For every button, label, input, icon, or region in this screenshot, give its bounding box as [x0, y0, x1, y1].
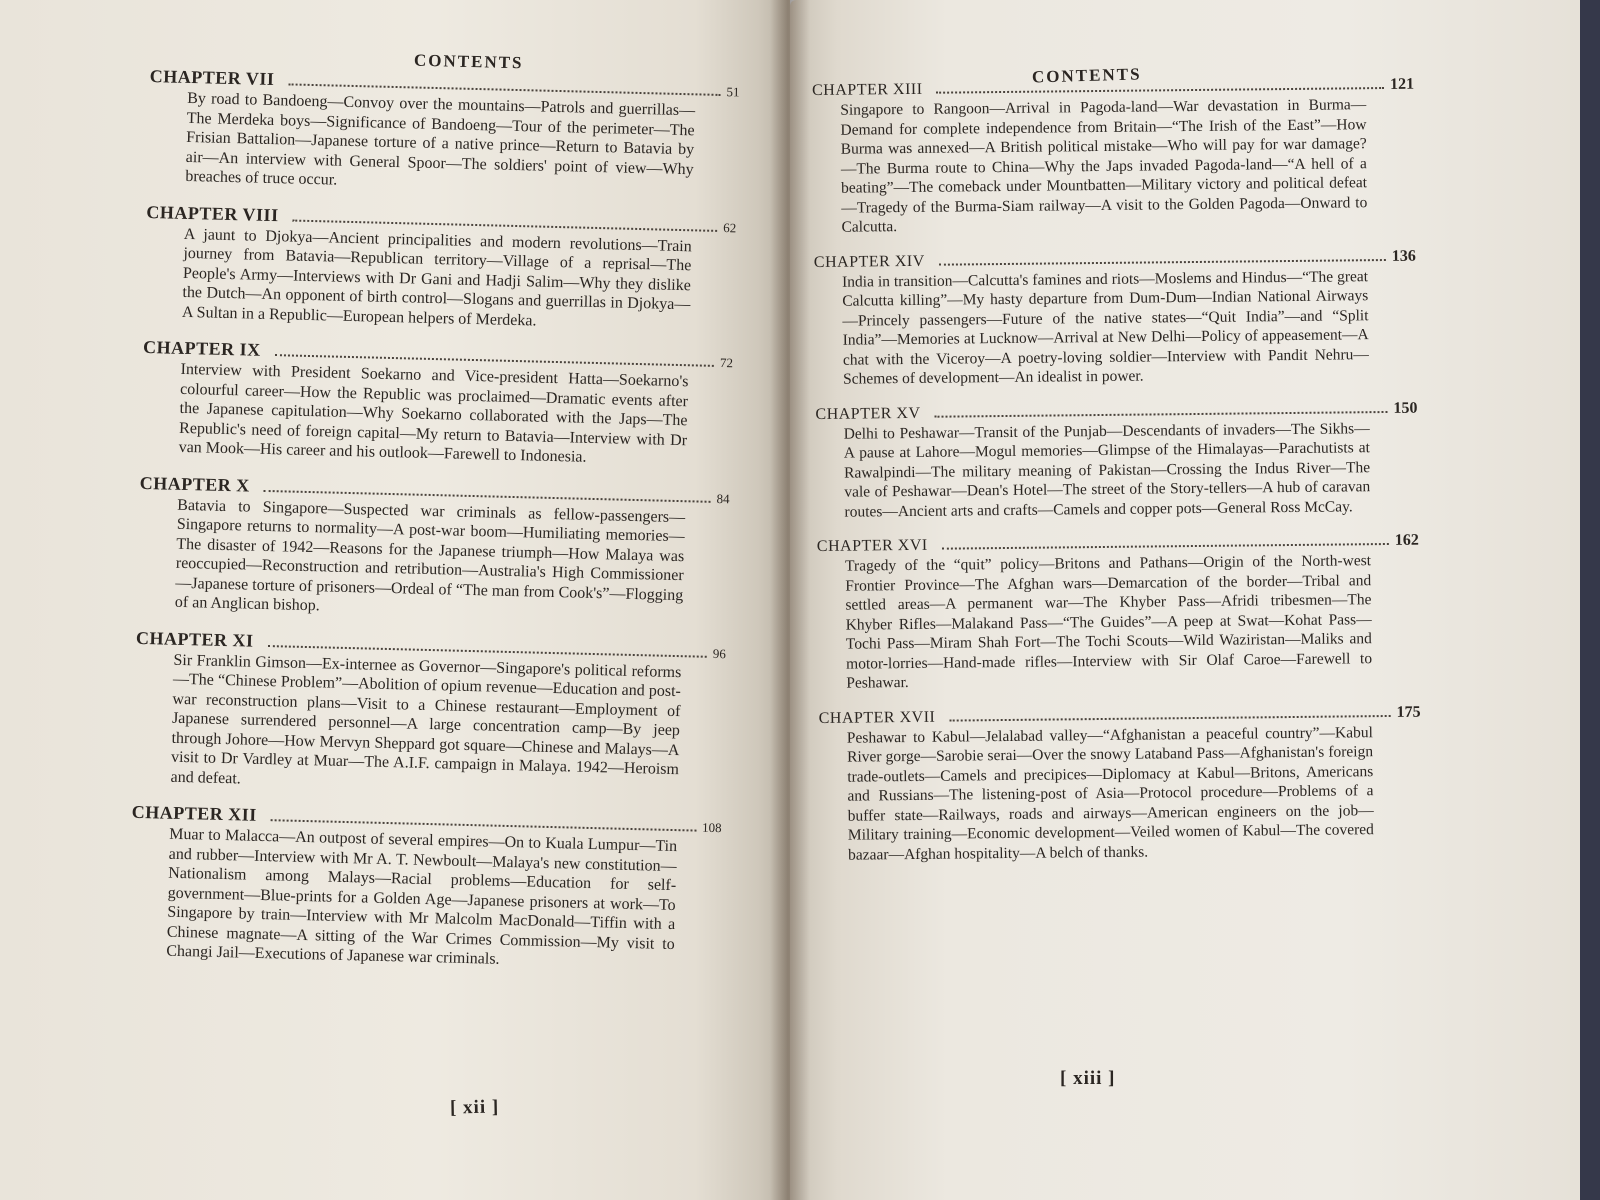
toc-entry: [818, 703, 1421, 865]
dot-leader: [949, 714, 1390, 721]
toc-entry: [147, 66, 740, 200]
left-page: [0, 0, 790, 1200]
chapter-page-number: 51: [726, 84, 740, 100]
toc-entry: [816, 531, 1419, 693]
toc-entry: [140, 337, 733, 471]
chapter-title: CHAPTER XIII: [812, 80, 923, 99]
chapter-summary: Delhi to Peshawar—Transit of the Punjab—Descendants of invaders—The Sikhs—A pause at Lahore—Mogul memories—Glimpse of the Himalayas—Parachutists at Rawalpindi—The military meaning of Pakistan—Crossing the Indus River—The vale of Peshawar—Dean's Hotel—The street of the Story-tellers—A hub of caravan routes—Ancient arts and crafts—Camels and copper pots—General Ross McCay.: [843, 419, 1371, 521]
chapter-title: CHAPTER VIII: [146, 201, 279, 225]
toc-entry: [128, 802, 722, 975]
chapter-summary: Muar to Malacca—An outpost of several empires—On to Kuala Lumpur—Tin and rubber—Interview with Mr A. T. Newboult—Malaya's new constitution—Nationalism among Malays—Racial problems—Education for self-government—Blue-prints for a Golden Age—Japanese prisoners at work—To Singapore by train—Interview with Mr Malcolm MacDonald—Tiffin with a Chinese magnate—A sitting of the War Crimes Commission—My visit to Changi Jail—Executions of Japanese war criminals.: [166, 825, 678, 968]
dot-leader: [942, 543, 1389, 550]
right-page: [790, 0, 1580, 1200]
toc-entry: [815, 399, 1418, 522]
chapter-summary: A jaunt to Djokya—Ancient principalities and modern revolutions—Train journey from Batavia—Republican territory—Village of a reprisal—The People's Army—Interviews with Dr Gani and Hadji Salim—Why they dislike the Dutch—An opponent of birth control—Slogans and guerrillas in Djokya—A Sultan in a Republic—European helpers of Merdeka.: [181, 225, 692, 330]
chapter-page-number: 121: [1389, 75, 1415, 93]
chapter-page-number: 162: [1394, 531, 1419, 549]
chapter-title: CHAPTER XVII: [818, 708, 936, 727]
chapter-summary: Tragedy of the “quit” policy—Britons and Pathans—Origin of the North-west Frontier Province—The Afghan wars—Demarcation of the border—Tribal and settled areas—A permanent war—The Khyber Pass—Afridi tribesmen—The Khyber Rifles—Malakand Pass—“The Guides”—A peep at Swat—Kohat Pass—Tochi Pass—Miram Shah Fort—The Tochi Scouts—Wild Waziristan—Maliks and motor-lorries—Hand-made rifles—Interview with Sir Olaf Caroe—Farewell to Peshawar.: [844, 552, 1373, 692]
running-head: CONTENTS: [413, 50, 524, 73]
toc-entry: [137, 472, 730, 625]
chapter-page-number: 84: [716, 490, 730, 506]
chapter-page-number: 72: [719, 355, 734, 371]
dot-leader: [939, 259, 1386, 266]
dot-leader: [937, 87, 1385, 94]
chapter-title: CHAPTER VII: [149, 66, 275, 90]
table-of-contents: [128, 66, 740, 991]
page-folio: [ xiii ]: [1060, 1068, 1116, 1089]
chapter-title: CHAPTER IX: [142, 336, 261, 360]
chapter-summary: Batavia to Singapore—Suspected war criminals as fellow-passengers—Singapore returns to normality—A post-war boom—Humiliating memories—The disaster of 1942—Reasons for the Japanese triumph—How Malaya was reoccupied—Reconstruction and retribution—Australia's High Commissioner—Japanese torture of prisoners—Ordeal of “The man from Cook's”—Flogging of an Anglican bishop.: [174, 496, 686, 615]
chapter-summary: India in transition—Calcutta's famines and riots—Moslems and Hindus—“The great Calcutta killing”—My hasty departure from Dum-Dum—Indian National Airways—Princely passengers—Future of the native states—“Quit India”—and “Split India”—Memories at Lucknow—Arrival at New Delhi—Policy of appeasement—A chat with the Viceroy—A poetry-loving soldier—Interview with Pandit Nehru—Schemes of development—An idealist in power.: [842, 267, 1369, 388]
toc-entry: [813, 247, 1416, 390]
chapter-title: CHAPTER XI: [135, 627, 254, 651]
chapter-summary: By road to Bandoeng—Convoy over the mountains—Patrols and guerrillas—The Merdeka boys—Significance of Bandoeng—Tour of the perimeter—The Frisian Battalion—Japanese torture of a native prince—Return to Batavia by air—An interview with General Spoor—The soldiers' point of view—Why breaches of truce occur.: [185, 89, 696, 189]
chapter-title: CHAPTER XIV: [813, 252, 925, 271]
page-folio: [ xii ]: [449, 1096, 500, 1119]
dot-leader: [935, 410, 1388, 417]
chapter-page-number: 150: [1393, 399, 1418, 417]
chapter-title: CHAPTER XV: [815, 404, 921, 423]
chapter-page-number: 62: [723, 219, 737, 235]
chapter-page-number: 96: [712, 645, 727, 661]
chapter-summary: Peshawar to Kabul—Jelalabad valley—“Afghanistan a peaceful country”—Kabul River gorge—Sarobie serai—Over the snowy Lataband Pass—Afghanistan's foreign trade-outlets—Camels and precipices—Diplomacy at Kabul—Britons, Americans and Russians—The listening-post of Asia—Protocol procedure—Problems of a buffer state—Railways, roads and airways—American engineers on the job—Military training—Economic development—Veiled women of Kabul—The covered bazaar—Afghan hospitality—A belch of thanks.: [846, 723, 1374, 864]
chapter-summary: Singapore to Rangoon—Arrival in Pagoda-land—War devastation in Burma—Demand for complete independence from Britain—“The Irish of the East”—How Burma was annexed—A British political mistake—Who will pay for war damage?—The Burma route to China—Why the Japs invaded Pagoda-land—“A hell of a beating”—The comeback under Mountbatten—Military victory and political defeat—Tragedy of the Burma-Siam railway—A visit to the Golden Pagoda—Onward to Calcutta.: [840, 96, 1368, 236]
toc-entry: [132, 627, 726, 800]
chapter-title: CHAPTER XII: [131, 801, 257, 825]
chapter-summary: Interview with President Soekarno and Vice-president Hatta—Soekarno's colourful career—How the Republic was proclaimed—Dramatic events after the Japanese capitulation—Why Soekarno collaborated with the Japs—The Republic's need of foreign capital—My return to Batavia—Interview with Dr van Mook—His career and his outlook—Farewell to Indonesia.: [178, 360, 689, 466]
chapter-summary: Sir Franklin Gimson—Ex-internee as Governor—Singapore's political reforms—The “Chinese Problem”—Abolition of opium revenue—Education and post-war reconstruction plans—Visit to a Chinese restaurant—Employment of Japanese surrendered personnel—A large concentration camp—By jeep through Johore—How Mervyn Sheppard got square—Chinese and Malays—A visit to Dr Vardley at Muar—The A.I.F. campaign in Malaya. 1942—Heroism and defeat.: [170, 651, 682, 787]
chapter-page-number: 108: [701, 819, 722, 836]
chapter-title: CHAPTER XVI: [816, 536, 928, 555]
chapter-page-number: 175: [1396, 703, 1421, 721]
chapter-page-number: 136: [1391, 247, 1416, 265]
book-spine: [770, 0, 810, 1200]
running-head: CONTENTS: [1031, 64, 1142, 87]
chapter-title: CHAPTER X: [139, 472, 251, 496]
toc-entry: [144, 201, 737, 335]
